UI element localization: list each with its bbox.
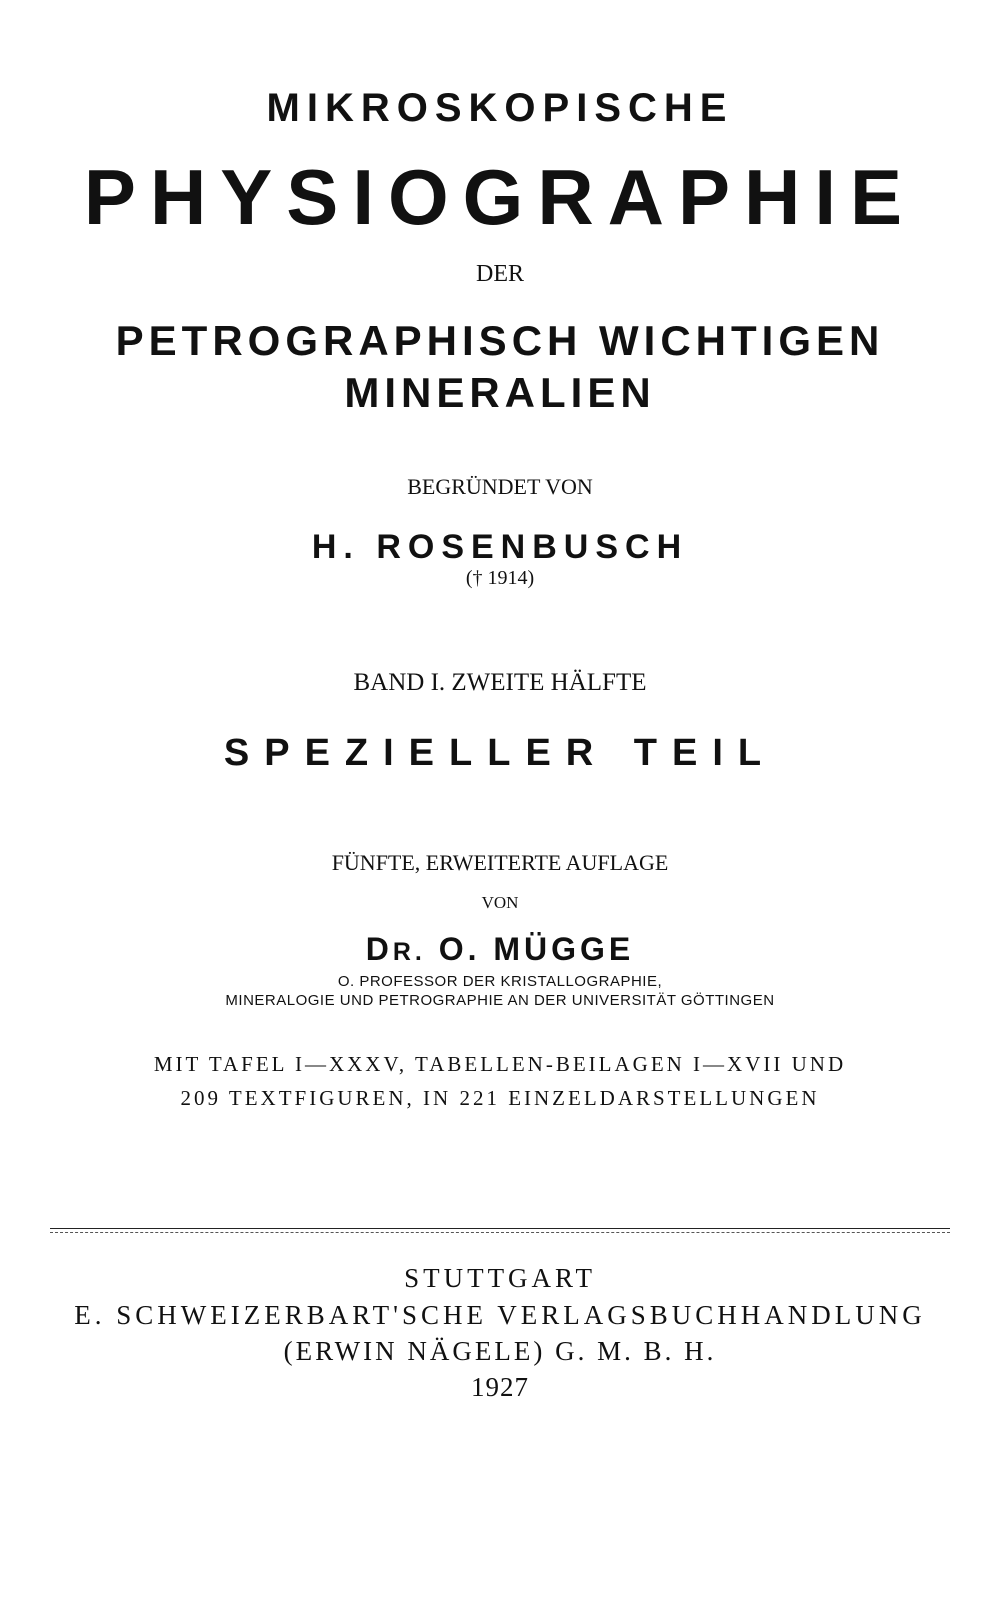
volume-band: BAND I. ZWEITE HÄLFTE <box>353 669 647 696</box>
title-connector: DER <box>476 261 524 287</box>
divider-rule <box>50 1228 950 1233</box>
founder-name: H. ROSENBUSCH <box>311 528 689 566</box>
author-affiliation-1: O. PROFESSOR DER KRISTALLOGRAPHIE, <box>337 973 663 990</box>
imprint-publisher-1: E. SCHWEIZERBART'SCHE VERLAGSBUCHHANDLUNG <box>74 1300 926 1330</box>
edition-by: VON <box>481 893 519 912</box>
imprint-publisher-2: (ERWIN NÄGELE) G. M. B. H. <box>283 1336 717 1366</box>
imprint-city: STUTTGART <box>404 1263 596 1293</box>
title-line-4: PETROGRAPHISCH WICHTIGEN <box>115 317 885 364</box>
author-name-text: O. MÜGGE <box>438 931 635 967</box>
edition-label: FÜNFTE, ERWEITERTE AUFLAGE <box>331 850 669 875</box>
divider-rule-bottom <box>50 1232 950 1233</box>
founder-intro: BEGRÜNDET VON <box>407 474 593 499</box>
author-affiliation-2: MINERALOGIE UND PETROGRAPHIE AN DER UNIVERSITÄT GÖTTINGEN <box>225 992 775 1009</box>
title-line-5: MINERALIEN <box>344 369 656 416</box>
contents-line-1: MIT TAFEL I—XXXV, TABELLEN-BEILAGEN I—XVII UND <box>153 1052 847 1076</box>
divider-rule-top <box>50 1228 950 1229</box>
author-name <box>0 933 1000 965</box>
main-title: PHYSIOGRAPHIE <box>83 153 917 241</box>
imprint-year: 1927 <box>471 1372 529 1402</box>
volume-part: SPEZIELLER TEIL <box>223 732 777 774</box>
contents-line-2: 209 TEXTFIGUREN, IN 221 EINZELDARSTELLUNGEN <box>180 1086 820 1110</box>
title-line-1: MIKROSKOPISCHE <box>266 86 734 130</box>
author-prefix-r: R. <box>392 938 426 966</box>
author-prefix-d: D <box>365 931 393 967</box>
founder-dates: († 1914) <box>465 567 535 589</box>
